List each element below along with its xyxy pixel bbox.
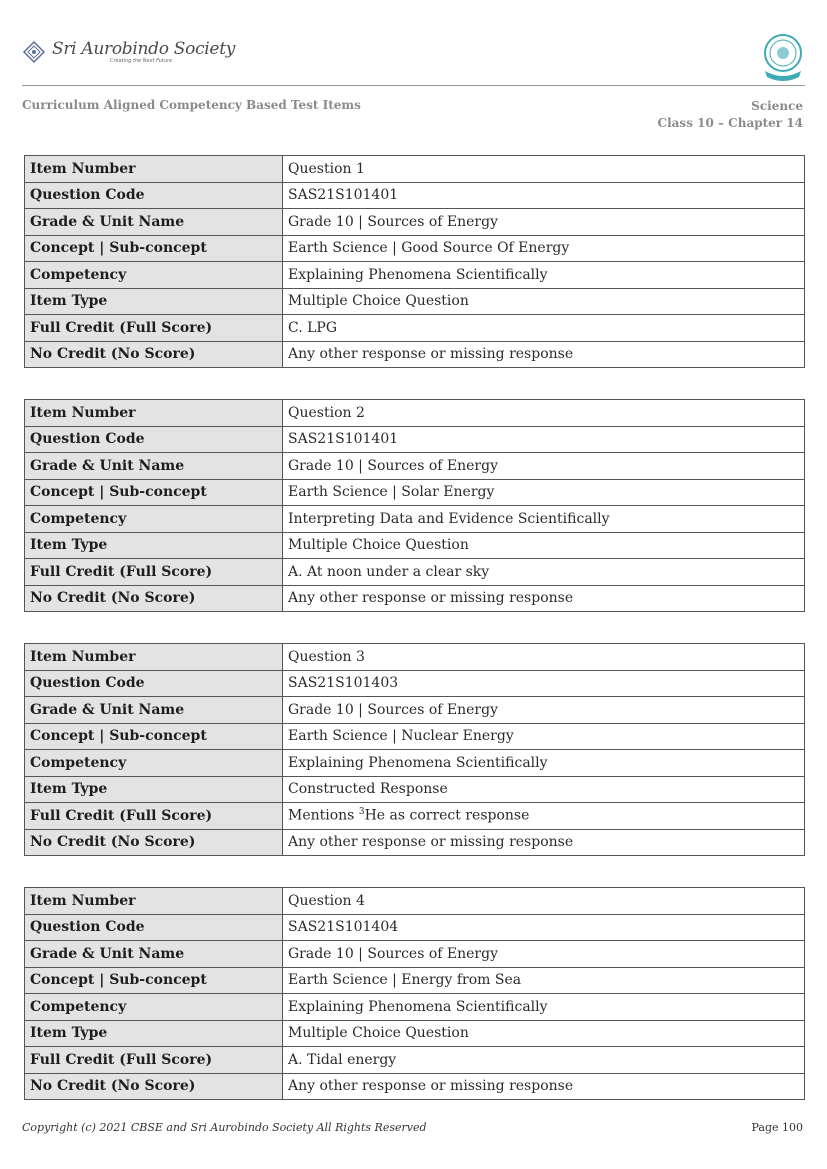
page-number: Page 100	[751, 1121, 803, 1134]
row-label: Competency	[25, 262, 283, 289]
row-label: Grade & Unit Name	[25, 453, 283, 480]
item-table-4	[24, 887, 805, 1100]
no-credit-value: Any other response or missing response	[283, 1073, 805, 1100]
row-label: Item Number	[25, 156, 283, 183]
row-label: Grade & Unit Name	[25, 941, 283, 968]
table-row	[25, 994, 805, 1021]
row-label: No Credit (No Score)	[25, 341, 283, 368]
table-row	[25, 559, 805, 586]
grade-unit-value: Grade 10 | Sources of Energy	[283, 453, 805, 480]
grade-unit-value: Grade 10 | Sources of Energy	[283, 941, 805, 968]
competency-value: Explaining Phenomena Scientifically	[283, 750, 805, 777]
table-row	[25, 1047, 805, 1074]
concept-value: Earth Science | Good Source Of Energy	[283, 235, 805, 262]
item-type-value: Constructed Response	[283, 776, 805, 803]
question-code-value: SAS21S101401	[283, 182, 805, 209]
subject-info	[658, 98, 803, 132]
row-label: No Credit (No Score)	[25, 829, 283, 856]
table-row	[25, 941, 805, 968]
row-label: No Credit (No Score)	[25, 585, 283, 612]
item-type-value: Multiple Choice Question	[283, 1020, 805, 1047]
table-row	[25, 288, 805, 315]
full-credit-value: A. At noon under a clear sky	[283, 559, 805, 586]
competency-value: Interpreting Data and Evidence Scientifically	[283, 506, 805, 533]
item-table-3	[24, 643, 805, 856]
row-label: Full Credit (Full Score)	[25, 1047, 283, 1074]
table-row	[25, 750, 805, 777]
row-label: Concept | Sub-concept	[25, 479, 283, 506]
table-row	[25, 914, 805, 941]
table-row	[25, 644, 805, 671]
table-row	[25, 156, 805, 183]
row-label: Full Credit (Full Score)	[25, 559, 283, 586]
row-label: Item Number	[25, 400, 283, 427]
row-label: Item Type	[25, 288, 283, 315]
header-divider	[22, 85, 805, 86]
table-row	[25, 426, 805, 453]
row-label: Item Type	[25, 1020, 283, 1047]
full-credit-prefix: Mentions	[288, 808, 359, 825]
table-row	[25, 697, 805, 724]
logo-wordmark: Sri Aurobindo Society	[52, 38, 236, 59]
item-number-value: Question 1	[283, 156, 805, 183]
row-label: Question Code	[25, 670, 283, 697]
concept-value: Earth Science | Solar Energy	[283, 479, 805, 506]
document-title: Curriculum Aligned Competency Based Test Items	[22, 98, 361, 112]
question-code-value: SAS21S101401	[283, 426, 805, 453]
sri-aurobindo-society-logo	[22, 36, 235, 68]
full-credit-value: C. LPG	[283, 315, 805, 342]
table-row	[25, 235, 805, 262]
row-label: No Credit (No Score)	[25, 1073, 283, 1100]
table-row	[25, 532, 805, 559]
item-type-value: Multiple Choice Question	[283, 532, 805, 559]
grade-unit-value: Grade 10 | Sources of Energy	[283, 209, 805, 236]
row-label: Question Code	[25, 426, 283, 453]
subject-label: Science	[751, 99, 803, 113]
full-credit-value	[283, 803, 805, 830]
no-credit-value: Any other response or missing response	[283, 829, 805, 856]
question-code-value: SAS21S101404	[283, 914, 805, 941]
competency-value: Explaining Phenomena Scientifically	[283, 262, 805, 289]
logo-tagline: Creating the Next Future	[110, 57, 173, 64]
row-label: Full Credit (Full Score)	[25, 315, 283, 342]
table-row	[25, 585, 805, 612]
row-label: Question Code	[25, 182, 283, 209]
row-label: Competency	[25, 994, 283, 1021]
society-emblem-icon	[22, 40, 46, 64]
row-label: Concept | Sub-concept	[25, 723, 283, 750]
no-credit-value: Any other response or missing response	[283, 585, 805, 612]
item-table-1	[24, 155, 805, 368]
copyright-notice: Copyright (c) 2021 CBSE and Sri Aurobindo Society All Rights Reserved	[22, 1121, 427, 1134]
row-label: Grade & Unit Name	[25, 697, 283, 724]
table-row	[25, 341, 805, 368]
item-number-value: Question 2	[283, 400, 805, 427]
row-label: Item Number	[25, 644, 283, 671]
table-row	[25, 1073, 805, 1100]
table-row	[25, 182, 805, 209]
row-label: Competency	[25, 750, 283, 777]
full-credit-value: A. Tidal energy	[283, 1047, 805, 1074]
table-row	[25, 1020, 805, 1047]
item-number-value: Question 4	[283, 888, 805, 915]
no-credit-value: Any other response or missing response	[283, 341, 805, 368]
table-row	[25, 829, 805, 856]
table-row	[25, 262, 805, 289]
item-type-value: Multiple Choice Question	[283, 288, 805, 315]
table-row	[25, 209, 805, 236]
table-row	[25, 888, 805, 915]
table-row	[25, 453, 805, 480]
class-chapter-label: Class 10 – Chapter 14	[657, 116, 803, 130]
row-label: Question Code	[25, 914, 283, 941]
isotope-mass-number: 3	[358, 807, 365, 818]
row-label: Item Number	[25, 888, 283, 915]
competency-value: Explaining Phenomena Scientifically	[283, 994, 805, 1021]
concept-value: Earth Science | Nuclear Energy	[283, 723, 805, 750]
grade-unit-value: Grade 10 | Sources of Energy	[283, 697, 805, 724]
table-row	[25, 315, 805, 342]
table-row	[25, 400, 805, 427]
item-table-2	[24, 399, 805, 612]
item-number-value: Question 3	[283, 644, 805, 671]
row-label: Grade & Unit Name	[25, 209, 283, 236]
table-row	[25, 803, 805, 830]
row-label: Competency	[25, 506, 283, 533]
question-code-value: SAS21S101403	[283, 670, 805, 697]
row-label: Concept | Sub-concept	[25, 235, 283, 262]
row-label: Item Type	[25, 776, 283, 803]
table-row	[25, 479, 805, 506]
table-row	[25, 967, 805, 994]
table-row	[25, 670, 805, 697]
row-label: Item Type	[25, 532, 283, 559]
table-row	[25, 506, 805, 533]
cbse-seal-icon	[761, 33, 805, 83]
full-credit-suffix: He as correct response	[364, 808, 530, 825]
row-label: Concept | Sub-concept	[25, 967, 283, 994]
concept-value: Earth Science | Energy from Sea	[283, 967, 805, 994]
table-row	[25, 723, 805, 750]
table-row	[25, 776, 805, 803]
row-label: Full Credit (Full Score)	[25, 803, 283, 830]
